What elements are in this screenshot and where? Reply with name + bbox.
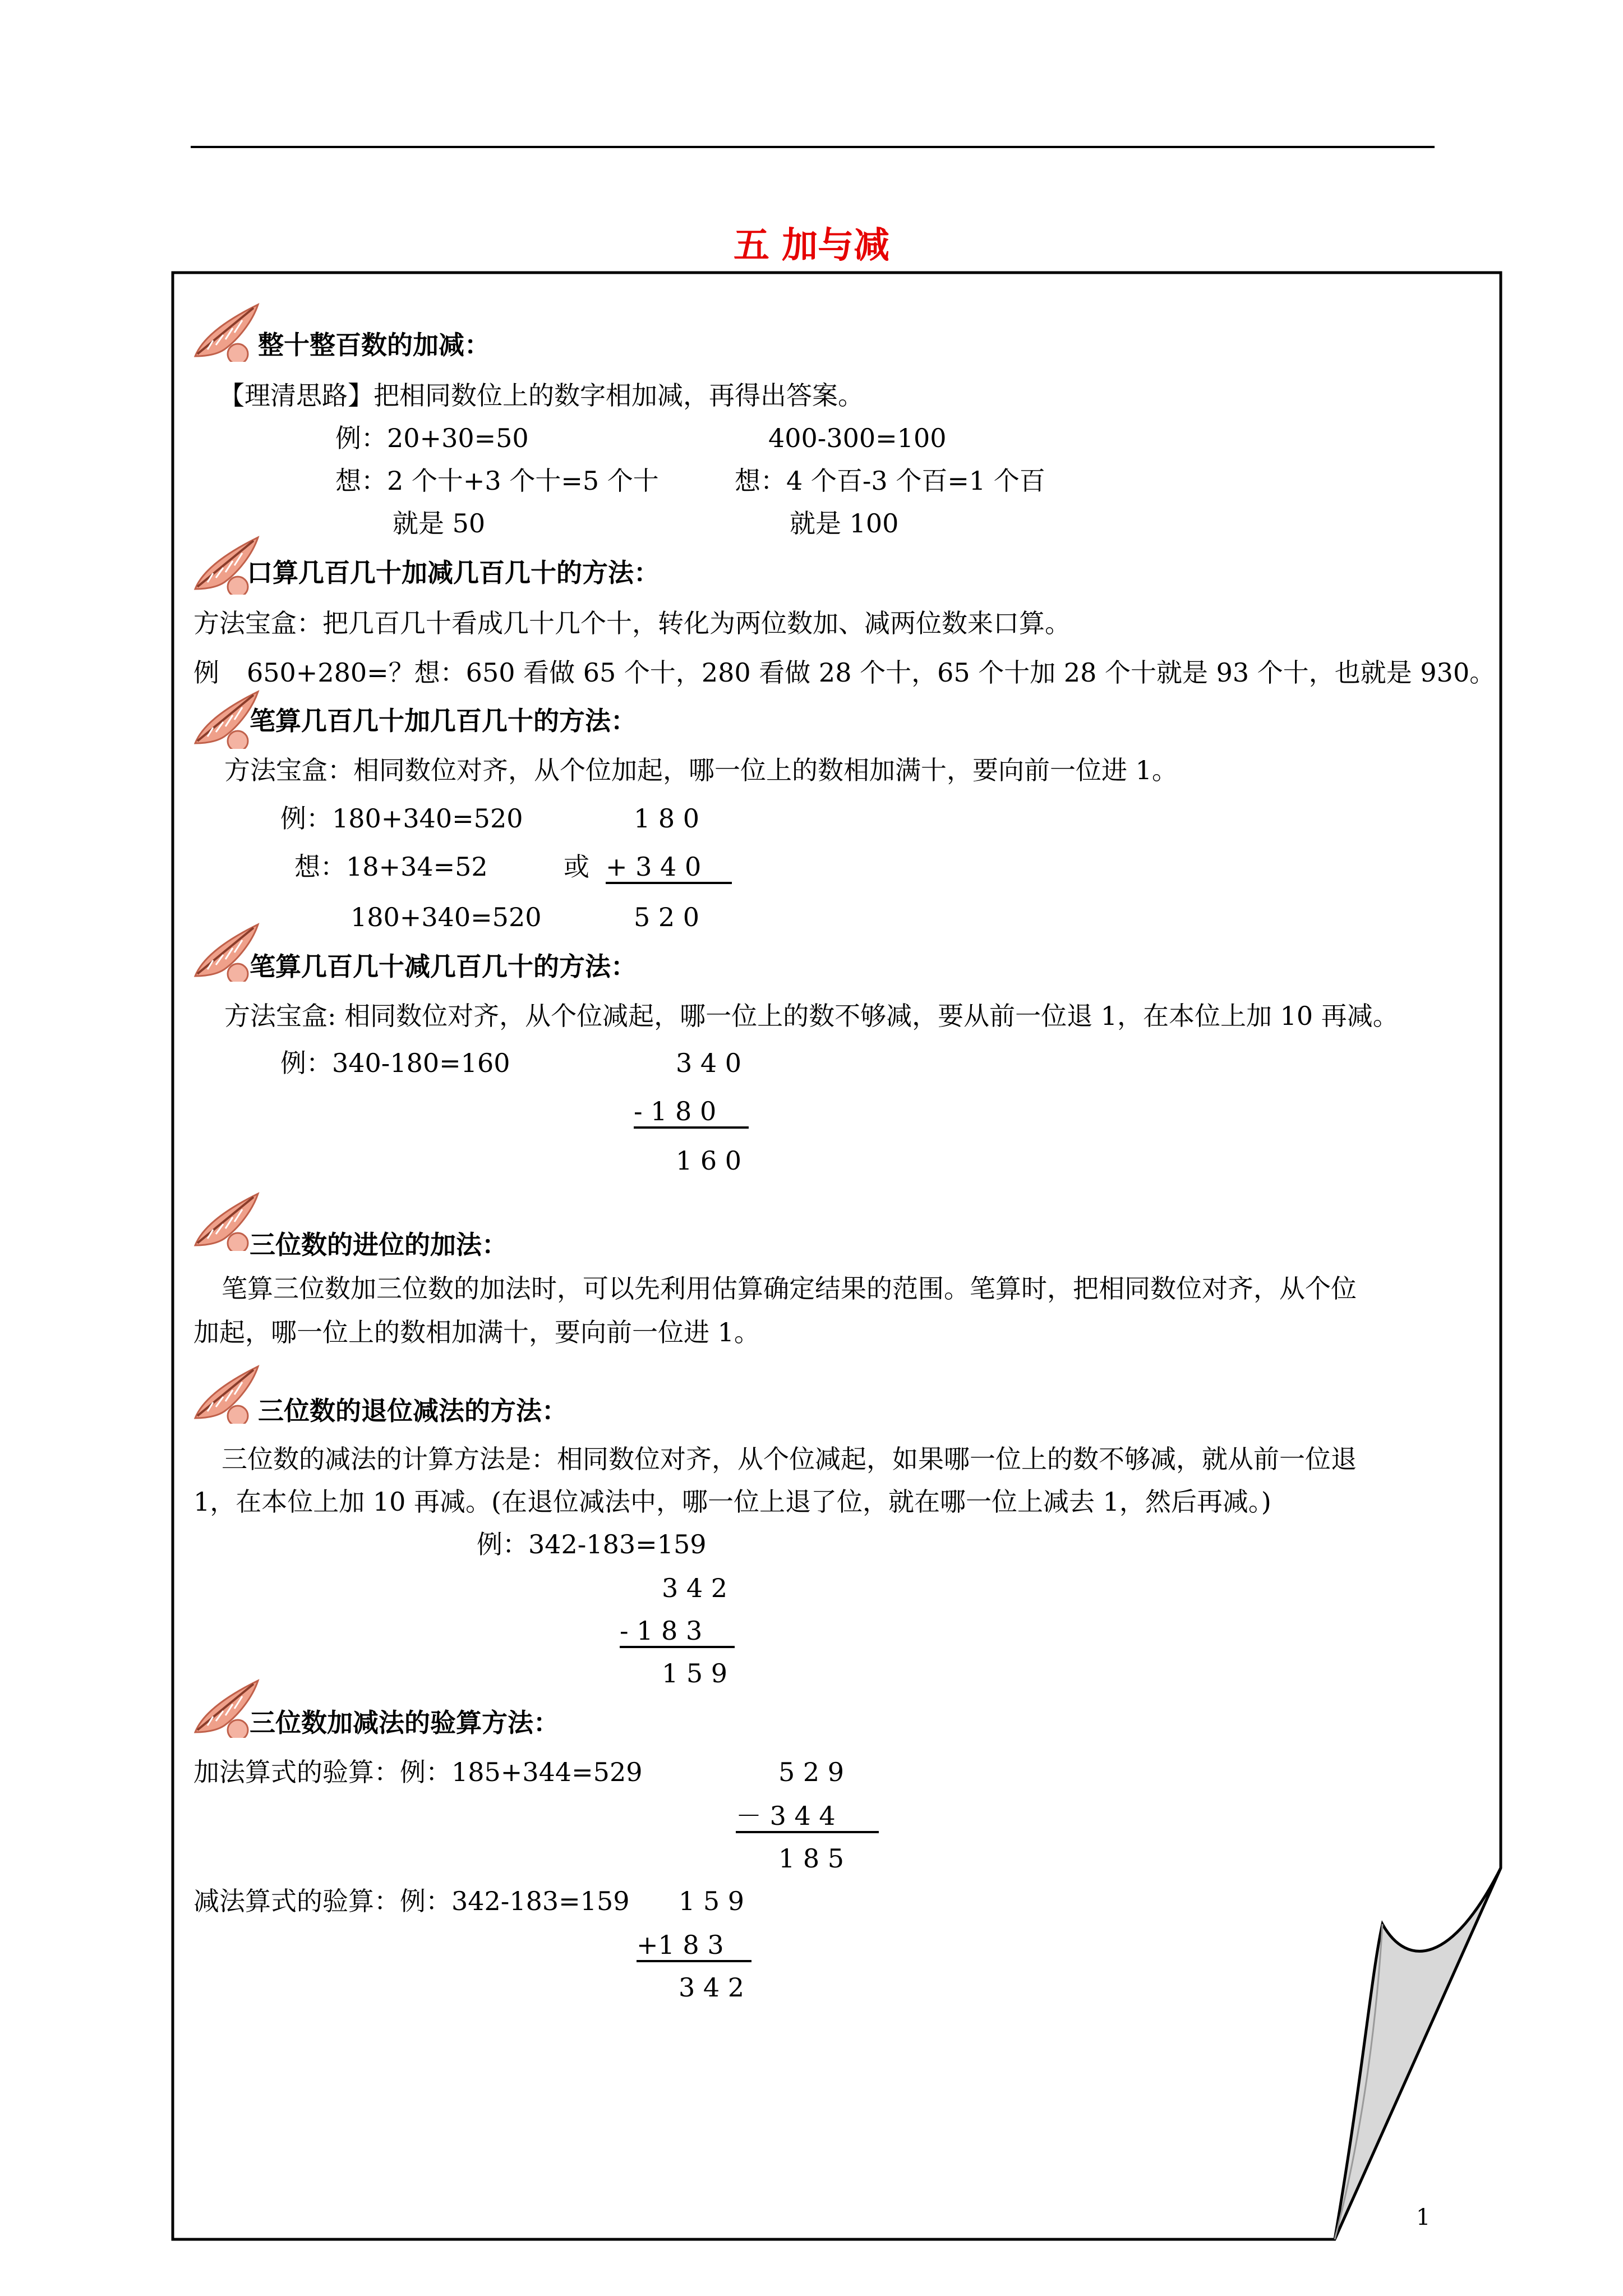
s3-think: 想：18+34=52: [294, 852, 488, 882]
s6-vertical-row-2: - 1 8 3: [620, 1618, 735, 1648]
s7-add-row-1: 5 2 9: [778, 1757, 845, 1787]
section-5-line-2: 加起，哪一位上的数相加满十，要向前一位进 1。: [193, 1317, 760, 1347]
quill-pen-icon: [191, 1362, 264, 1424]
s4-vertical-row-2: - 1 8 0: [634, 1098, 749, 1129]
section-1-intro: 【理清思路】把相同数位上的数字相加减，再得出答案。: [219, 380, 864, 411]
s2-example-prefix: 例: [193, 657, 219, 688]
section-6-line-2: 1，在本位上加 10 再减。(在退位减法中，哪一位上退了位，就在哪一位上减去 1，然后再减。): [193, 1487, 1271, 1517]
section-heading-3: 笔算几百几十加几百几十的方法：: [250, 706, 637, 736]
section-heading-2: 口算几百几十加减几百几十的方法：: [247, 558, 660, 588]
section-heading-4: 笔算几百几十减几百几十的方法：: [250, 951, 637, 982]
s3-vertical-row-1: 1 8 0: [634, 803, 700, 834]
page-curl-icon: [1335, 1868, 1501, 2239]
s7-sub-row-1: 1 5 9: [679, 1886, 745, 1916]
s6-vertical-row-3: 1 5 9: [662, 1658, 728, 1688]
section-3-method: 方法宝盒：相同数位对齐，从个位加起，哪一位上的数相加满十，要向前一位进 1。: [224, 755, 1178, 785]
s7-sub-row-2: +1 8 3: [637, 1932, 751, 1962]
s3-example: 例：180+340=520: [280, 803, 523, 834]
s6-example: 例：342-183=159: [477, 1529, 707, 1559]
s2-example: 650+280=？想：650 看做 65 个十，280 看做 28 个十，65 个十加 28 个十就是 93 个十，也就是 930。: [247, 657, 1496, 688]
s7-add-row-2: － 3 4 4: [736, 1803, 879, 1833]
page-title: 五 加与减: [733, 224, 890, 266]
section-4-method: 方法宝盒: 相同数位对齐，从个位减起，哪一位上的数不够减，要从前一位退 1，在本位上加 10 再减。: [224, 1001, 1399, 1031]
section-5-line-1: 笔算三位数加三位数的加法时，可以先利用估算确定结果的范围。笔算时，把相同数位对齐，从个位: [222, 1273, 1357, 1304]
s3-result: 180+340=520: [351, 902, 542, 932]
s7-addition-check-label: 加法算式的验算：例：185+344=529: [193, 1757, 643, 1787]
s4-example: 例：340-180=160: [280, 1048, 510, 1078]
s3-or: 或: [564, 852, 589, 882]
s3-vertical-row-3: 5 2 0: [634, 902, 700, 932]
section-heading-5: 三位数的进位的加法：: [250, 1230, 508, 1260]
section-2-method: 方法宝盒：把几百几十看成几十几个十，转化为两位数加、减两位数来口算。: [193, 608, 1071, 638]
section-heading-6: 三位数的退位减法的方法：: [258, 1396, 568, 1426]
s7-add-row-3: 1 8 5: [778, 1843, 845, 1874]
s1-result-b: 就是 100: [790, 508, 899, 539]
s1-think-b: 想：4 个百-3 个百=1 个百: [735, 466, 1045, 496]
page-number: 1: [1416, 2205, 1431, 2230]
s4-vertical-row-1: 3 4 0: [676, 1048, 742, 1078]
s1-example-a: 例：20+30=50: [335, 423, 529, 453]
section-heading-1: 整十整百数的加减：: [258, 330, 490, 360]
s1-example-b: 400-300=100: [768, 423, 947, 453]
s1-result-a: 就是 50: [393, 508, 486, 539]
s7-subtraction-check-label: 减法算式的验算：例：342-183=159: [193, 1886, 630, 1916]
s4-vertical-row-3: 1 6 0: [676, 1145, 742, 1176]
s6-vertical-row-1: 3 4 2: [662, 1573, 728, 1603]
s3-vertical-row-2: + 3 4 0: [606, 854, 732, 884]
s7-sub-row-3: 3 4 2: [679, 1972, 745, 2003]
quill-pen-icon: [191, 300, 264, 362]
s1-think-a: 想：2 个十+3 个十=5 个十: [335, 466, 659, 496]
section-heading-7: 三位数加减法的验算方法：: [250, 1708, 559, 1738]
section-6-line-1: 三位数的减法的计算方法是：相同数位对齐，从个位减起，如果哪一位上的数不够减，就从前一位退: [222, 1444, 1357, 1474]
